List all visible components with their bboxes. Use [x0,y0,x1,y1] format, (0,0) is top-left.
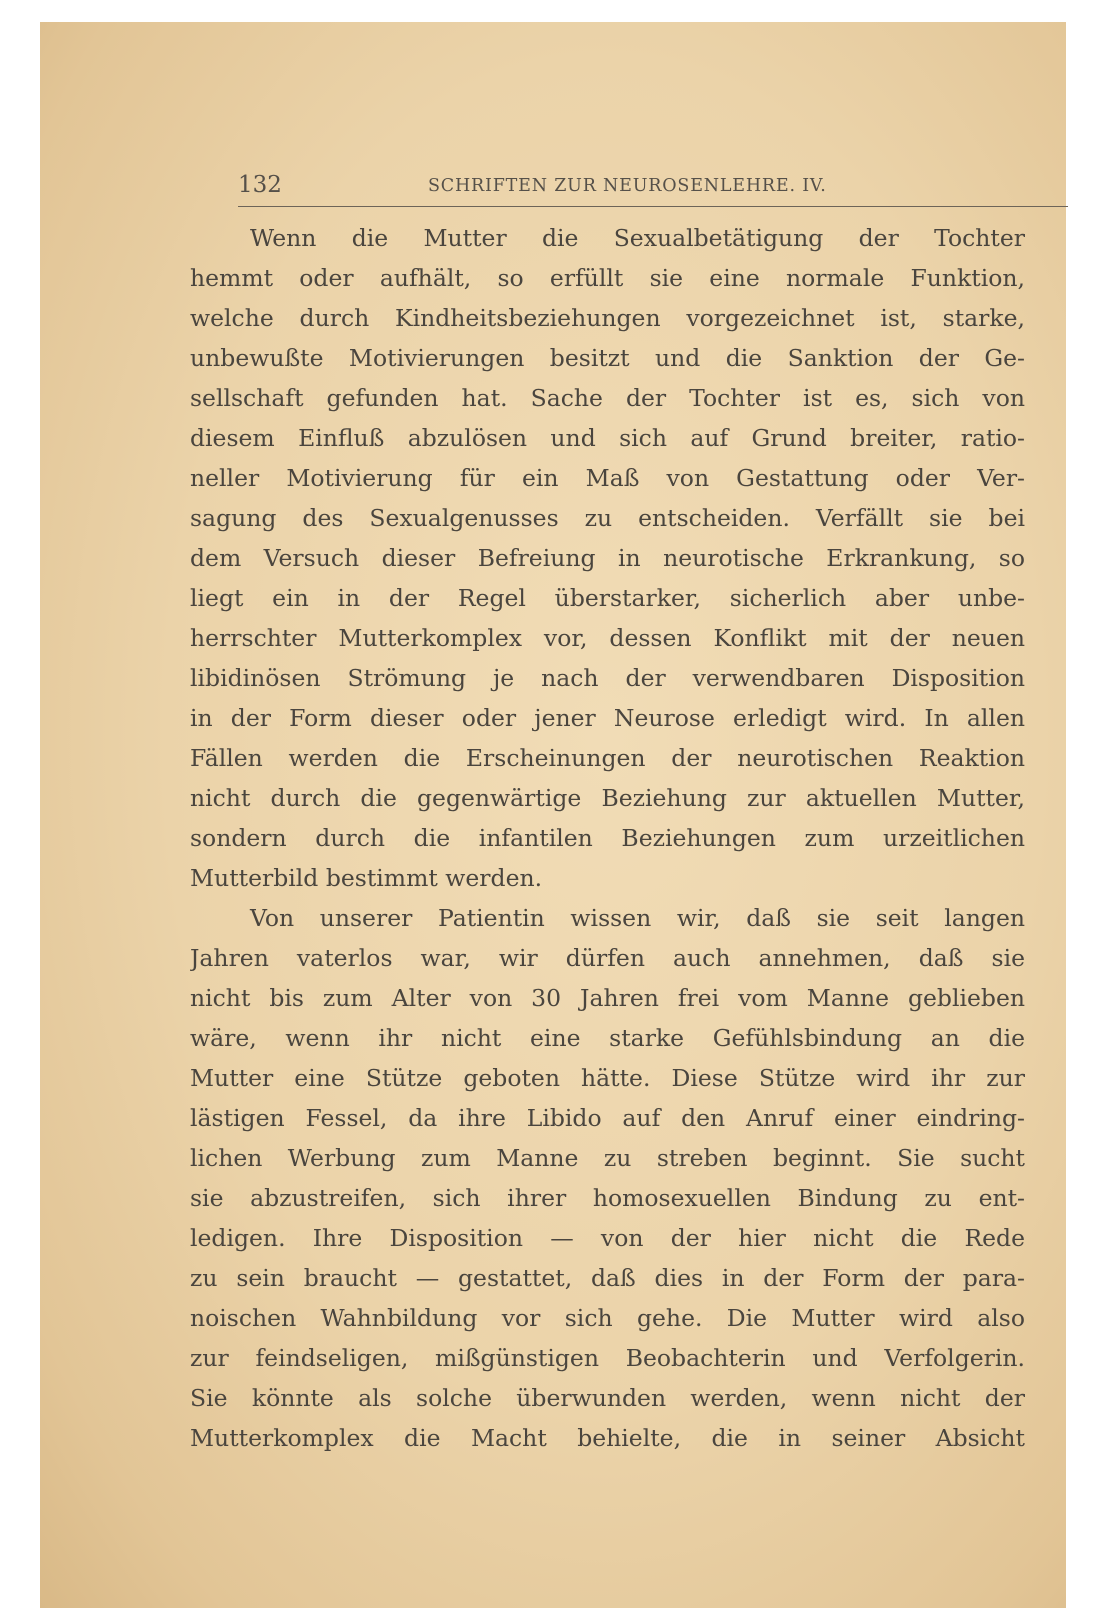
body-text [190,218,1025,1458]
text-line: diesem Einfluß abzulösen und sich auf Grund breiter, ratio- [190,424,1025,452]
text-line: libidinösen Strömung je nach der verwendbaren Disposition [190,664,1025,692]
text-line: herrschter Mutterkomplex vor, dessen Konflikt mit der neuen [190,624,1025,652]
text-line: liegt ein in der Regel überstarker, sicherlich aber unbe- [190,584,1025,612]
text-line: Mutter eine Stütze geboten hätte. Diese Stütze wird ihr zur [190,1064,1025,1092]
text-line: hemmt oder aufhält, so erfüllt sie eine normale Funktion, [190,264,1025,292]
page-number: 132 [238,172,282,198]
text-line: lästigen Fessel, da ihre Libido auf den Anruf einer eindring- [190,1104,1025,1132]
text-line: nicht durch die gegenwärtige Beziehung zur aktuellen Mutter, [190,784,1025,812]
paragraph [190,898,1025,1458]
paragraph [190,218,1025,898]
text-line: sagung des Sexualgenusses zu entscheiden. Verfällt sie bei [190,504,1025,532]
text-line: nicht bis zum Alter von 30 Jahren frei vom Manne geblieben [190,984,1025,1012]
text-line: welche durch Kindheitsbeziehungen vorgezeichnet ist, starke, [190,304,1025,332]
text-line: Wenn die Mutter die Sexualbetätigung der Tochter [250,224,1025,252]
text-line: wäre, wenn ihr nicht eine starke Gefühlsbindung an die [190,1024,1025,1052]
text-line: sondern durch die infantilen Beziehungen zum urzeitlichen [190,824,1025,852]
text-line: Fällen werden die Erscheinungen der neurotischen Reaktion [190,744,1025,772]
text-line: zu sein braucht — gestattet, daß dies in der Form der para- [190,1264,1025,1292]
text-line: zur feindseligen, mißgünstigen Beobachterin und Verfolgerin. [190,1344,1025,1372]
text-line: Mutterbild bestimmt werden. [190,864,543,892]
text-line: Jahren vaterlos war, wir dürfen auch annehmen, daß sie [190,944,1025,972]
text-line: dem Versuch dieser Befreiung in neurotische Erkrankung, so [190,544,1025,572]
text-line: unbewußte Motivierungen besitzt und die Sanktion der Ge- [190,344,1025,372]
text-line: neller Motivierung für ein Maß von Gestattung oder Ver- [190,464,1025,492]
text-line: sie abzustreifen, sich ihrer homosexuellen Bindung zu ent- [190,1184,1025,1212]
text-line: sellschaft gefunden hat. Sache der Tochter ist es, sich von [190,384,1025,412]
text-line: ledigen. Ihre Disposition — von der hier nicht die Rede [190,1224,1025,1252]
text-line: Sie könnte als solche überwunden werden, wenn nicht der [190,1384,1025,1412]
text-line: Mutterkomplex die Macht behielte, die in seiner Absicht [190,1424,1025,1452]
text-line: lichen Werbung zum Manne zu streben beginnt. Sie sucht [190,1144,1025,1172]
text-line: in der Form dieser oder jener Neurose erledigt wird. In allen [190,704,1025,732]
running-title: SCHRIFTEN ZUR NEUROSENLEHRE. IV. [428,176,827,196]
text-line: Von unserer Patientin wissen wir, daß sie seit langen [250,904,1025,932]
text-line: noischen Wahnbildung vor sich gehe. Die Mutter wird also [190,1304,1025,1332]
page-header [238,170,1068,207]
